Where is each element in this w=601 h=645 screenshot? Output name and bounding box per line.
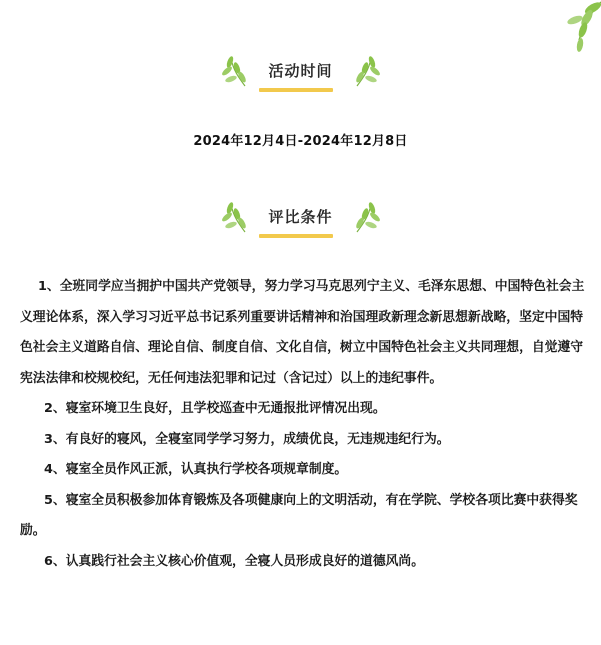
section-title: 评比条件 <box>268 208 333 226</box>
criteria-item: 5、寝室全员积极参加体育锻炼及各项健康向上的文明活动，有在学院、学校各项比赛中获得奖励。 <box>20 492 578 538</box>
laurel-icon <box>351 200 381 234</box>
criteria-item: 4、寝室全员作风正派，认真执行学校各项规章制度。 <box>44 462 348 477</box>
criteria-item: 2、寝室环境卫生良好，且学校巡查中无通报批评情况出现。 <box>44 401 386 416</box>
criteria-item: 6、认真践行社会主义核心价值观，全寝人员形成良好的道德风尚。 <box>44 553 425 569</box>
activity-date: 2024年12月4日-2024年12月8日 <box>193 134 408 149</box>
heading-underline <box>259 88 333 92</box>
leaf-branch-icon <box>553 0 601 58</box>
heading-underline <box>259 234 333 238</box>
criteria-item: 1、全班同学应当拥护中国共产党领导，努力学习马克思列宁主义、毛泽东思想、中国特色社会主义理论体系，深入学习习近平总书记系列重要讲话精神和治国理政新理念新思想新战略，坚定中国特色社会主义道路自信、理论自信、制度自信、文化自信，树立中国特色社会主义共同理想，自觉遵守宪法法律和校规校纪，无任何违法犯罪和记过（含记过）以上的违纪事件。 <box>20 279 585 386</box>
section-title: 活动时间 <box>268 62 333 80</box>
criteria-list <box>20 272 586 577</box>
criteria-item: 3、有良好的寝风，全寝室同学学习努力，成绩优良，无违规违纪行为。 <box>44 431 450 447</box>
activity-time-heading <box>0 52 601 102</box>
laurel-icon <box>351 54 381 88</box>
criteria-heading <box>0 198 601 248</box>
